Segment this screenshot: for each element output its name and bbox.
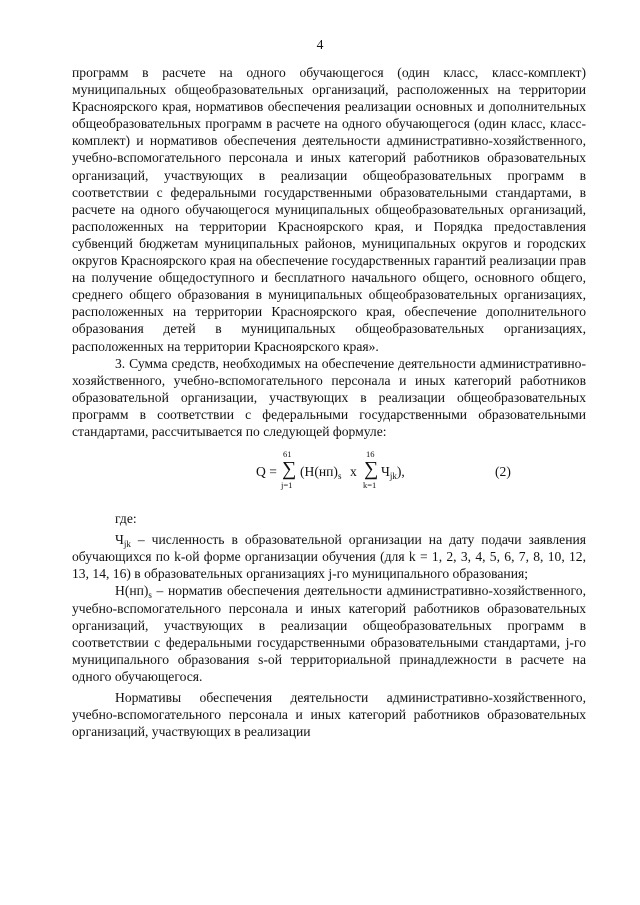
- definition-symbol-subscript: jk: [123, 539, 131, 550]
- formula-number: (2): [495, 464, 511, 480]
- formula-lhs: Q =: [256, 464, 277, 480]
- formula-block: [72, 442, 586, 504]
- where-label: где:: [115, 511, 137, 527]
- formula-term2: [381, 464, 405, 480]
- formula-term1: [300, 464, 341, 480]
- paragraph-intro: программ в расчете на одного обучающегося (один класс, класс-комплект) муниципальных общеобразовательных организаций, расположенных на территории Красноярского края, нормативов обеспечения реализации основных и дополнительных общеобразовательных программ в расчете на одного обучающегося (один класс, класс-комплект) и нормативов обеспечения деятельности административно-хозяйственного, учебно-вспомогательного персонала и иных категорий работников образовательных организаций, участвующих в реализации общеобразовательных программ в соответствии с федеральными государственными образовательными стандартами, в расчете на одного обучающегося муниципальных общеобразовательных организаций, расположенных на территории Красноярского края, и Порядка предоставления субвенций бюджетам муниципальных районов, муниципальных округов и городских округов Красноярского края на обеспечение государственных гарантий реализации прав на получение общедоступного и бесплатного начального общего, основного общего, среднего общего образования в муниципальных общеобразовательных организациях, расположенных на территории Красноярского края, обеспечение дополнительного образования детей в муниципальных общеобразовательных организациях, расположенных на территории Красноярского края».: [72, 65, 586, 354]
- formula-close: ),: [396, 464, 405, 480]
- term2-subscript: jk: [389, 471, 397, 482]
- definition-symbol-subscript: s: [148, 590, 152, 601]
- definition-symbol: Н(нп): [115, 583, 149, 599]
- document-body: [72, 64, 586, 740]
- sum2-lower-limit: k=1: [363, 480, 377, 491]
- formula-times: x: [350, 464, 357, 480]
- definition-text: – норматив обеспечения деятельности административно-хозяйственного, учебно-вспомогательного персонала и иных категорий работников образовательных организаций, участвующих в реализации общеобразовательных программ в соответствии с федеральными государственными образовательными стандартами, j-го муниципального образования s-ой территориальной принадлежности в расчете на одного обучающегося.: [72, 583, 586, 684]
- definition-nnp: [72, 582, 586, 685]
- page-number: 4: [316, 37, 324, 52]
- formula-2: [256, 442, 556, 504]
- definition-text: – численность в образовательной организации на дату подачи заявления обучающихся по k-ой форме организации обучения (для k = 1, 2, 3, 4, 5, 6, 7, 8, 10, 12, 13, 14, 16) в образовательных организациях j-го муниципального образования;: [72, 532, 586, 582]
- term1-text: (Н(нп): [300, 464, 338, 480]
- sum2-sigma: ∑: [364, 458, 379, 481]
- definition-symbol: Ч: [115, 532, 124, 548]
- sum1-lower-limit: j=1: [281, 480, 293, 491]
- term2-text: Ч: [381, 464, 390, 480]
- definition-chjk: [72, 531, 586, 582]
- sum2-upper-limit: 16: [366, 449, 375, 460]
- sum1-sigma: ∑: [282, 458, 297, 481]
- paragraph-norms: Нормативы обеспечения деятельности административно-хозяйственного, учебно-вспомогательного персонала и иных категорий работников образовательных организаций, участвующих в реализации: [72, 690, 586, 740]
- term1-subscript: s: [337, 471, 342, 482]
- paragraph-clause-3: 3. Сумма средств, необходимых на обеспечение деятельности административно-хозяйственного, учебно-вспомогательного персонала и иных категорий работников образовательной организации, участвующих в реализации общеобразовательных программ в соответствии с федеральными государственными образовательными стандартами, рассчитывается по следующей формуле:: [72, 355, 586, 439]
- sum1-upper-limit: 61: [283, 449, 292, 460]
